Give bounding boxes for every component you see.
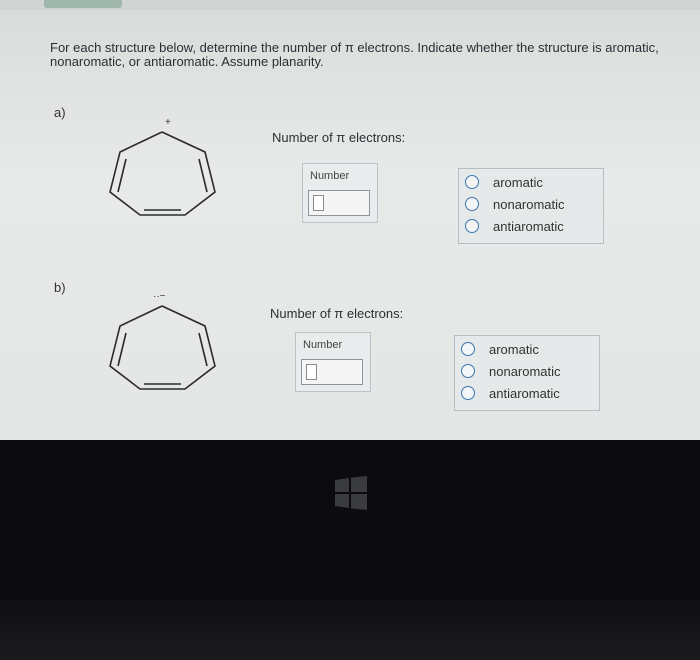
choice-label: nonaromatic — [489, 363, 561, 379]
part-b-number-input[interactable] — [301, 359, 363, 385]
choice-label: aromatic — [489, 341, 539, 357]
cycloheptatrienyl-anion-structure — [105, 286, 220, 396]
choice-label: aromatic — [493, 174, 543, 190]
part-b-number-caption: Number — [303, 339, 343, 351]
part-b-choice-aromatic[interactable] — [461, 339, 539, 359]
choice-label: nonaromatic — [493, 196, 565, 212]
cycloheptatrienyl-cation-structure — [105, 112, 220, 222]
part-a-choice-antiaromatic[interactable] — [465, 216, 564, 236]
choice-label: antiaromatic — [493, 218, 564, 234]
radio-button-icon[interactable] — [461, 342, 475, 356]
monitor-bezel — [0, 600, 700, 660]
part-b-choices — [454, 335, 600, 411]
choice-label: antiaromatic — [489, 385, 560, 401]
part-a-number-caption: Number — [310, 170, 350, 182]
part-a-choices — [458, 168, 604, 244]
part-b-number-value — [306, 364, 317, 380]
radio-button-icon[interactable] — [465, 197, 479, 211]
radio-button-icon[interactable] — [465, 219, 479, 233]
anion-lone-pair-mark: ··− — [153, 291, 166, 302]
question-instructions: For each structure below, determine the number of π electrons. Indicate whether the structure is aromatic, nonaromatic, or antiaromatic. Assume planarity. — [50, 40, 659, 69]
cation-charge-mark: + — [165, 117, 171, 128]
part-b-choice-nonaromatic[interactable] — [461, 361, 561, 381]
part-a-choice-nonaromatic[interactable] — [465, 194, 565, 214]
part-a-pi-electrons-label: Number of π electrons: — [272, 130, 406, 145]
part-b-pi-electrons-label: Number of π electrons: — [270, 306, 404, 321]
browser-tab[interactable] — [44, 0, 122, 8]
part-a-number-value — [313, 195, 324, 211]
part-a-number-widget — [302, 163, 378, 223]
windows-logo-icon — [335, 476, 367, 512]
radio-button-icon[interactable] — [461, 386, 475, 400]
part-b-choice-antiaromatic[interactable] — [461, 383, 560, 403]
part-a-choice-aromatic[interactable] — [465, 172, 543, 192]
radio-button-icon[interactable] — [465, 175, 479, 189]
part-b-number-widget — [295, 332, 371, 392]
part-a-number-input[interactable] — [308, 190, 370, 216]
part-a-label: a) — [54, 105, 66, 120]
browser-tab-bar — [0, 0, 700, 10]
part-b-label: b) — [54, 280, 66, 295]
radio-button-icon[interactable] — [461, 364, 475, 378]
